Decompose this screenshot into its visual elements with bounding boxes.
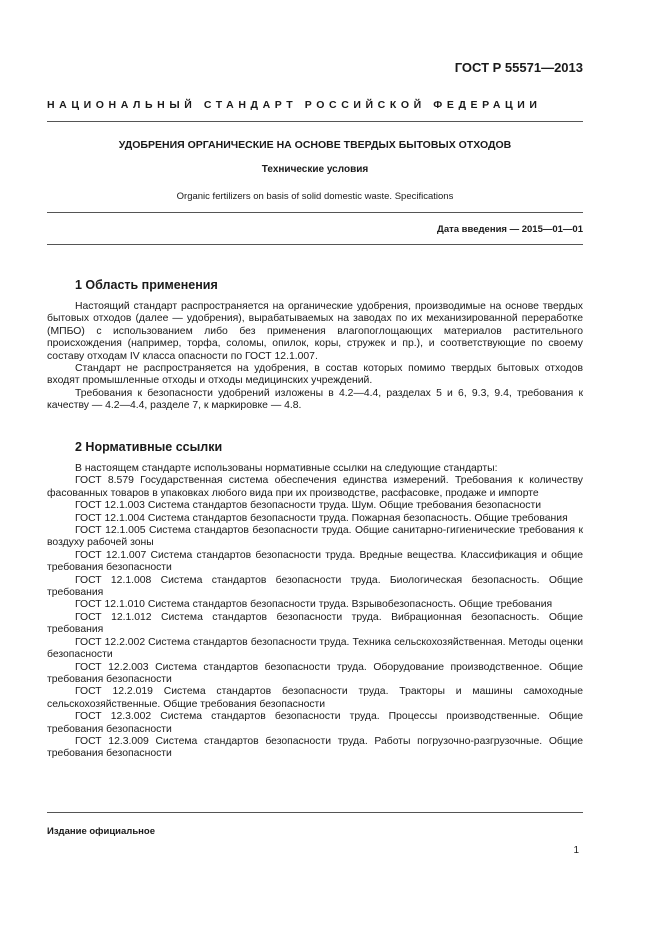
- reference-item: ГОСТ 12.1.005 Система стандартов безопасности труда. Общие санитарно-гигиенические требования к воздуху рабочей зоны: [47, 525, 583, 549]
- paragraph: В настоящем стандарте использованы нормативные ссылки на следующие стандарты:: [75, 463, 498, 474]
- reference-item: ГОСТ 12.3.002 Система стандартов безопасности труда. Процессы производственные. Общие требования безопасности: [47, 711, 583, 735]
- document-title-english: Organic fertilizers on basis of solid domestic waste. Specifications: [176, 191, 454, 202]
- reference-item: ГОСТ 12.1.012 Система стандартов безопасности труда. Вибрационная безопасность. Общие требования: [47, 611, 583, 636]
- reference-item: ГОСТ 12.1.004 Система стандартов безопасности труда. Пожарная безопасность. Общие требования: [75, 512, 568, 524]
- reference-item: ГОСТ 12.2.003 Система стандартов безопасности труда. Оборудование производственное. Общие требования безопасности: [47, 661, 583, 685]
- paragraph: Требования к безопасности удобрений изложены в 4.2—4.4, разделах 5 и 6, 9.3, 9.4, требования к качеству — 4.2—4.4, разделе 7, к маркировке — 4.8.: [47, 387, 583, 412]
- date-rule: [47, 244, 583, 245]
- page-number: 1: [573, 845, 579, 856]
- footer-rule: [47, 812, 583, 813]
- reference-item: ГОСТ 8.579 Государственная система обеспечения единства измерений. Требования к количеству фасованных товаров в упаковках любого вида при их производстве, расфасовке, продаже и импорте: [47, 475, 583, 499]
- reference-item: ГОСТ 12.3.009 Система стандартов безопасности труда. Работы погрузочно-разгрузочные. Общие требования безопасности: [47, 735, 583, 760]
- reference-item: ГОСТ 12.1.010 Система стандартов безопасности труда. Взрывобезопасность. Общие требования: [75, 599, 553, 611]
- section-1-heading: 1 Область применения: [75, 278, 218, 292]
- section-2-heading: 2 Нормативные ссылки: [75, 440, 223, 454]
- reference-item: ГОСТ 12.2.002 Система стандартов безопасности труда. Техника сельскохозяйственная. Методы оценки безопасности: [47, 636, 583, 661]
- document-title: УДОБРЕНИЯ ОРГАНИЧЕСКИЕ НА ОСНОВЕ ТВЕРДЫХ БЫТОВЫХ ОТХОДОВ: [118, 139, 512, 151]
- paragraph: Стандарт не распространяется на удобрения, в состав которых помимо твердых бытовых отходов входят промышленные отходы и отходы медицинских учреждений.: [47, 363, 583, 387]
- section-2-body: [47, 463, 583, 761]
- reference-item: ГОСТ 12.2.019 Система стандартов безопасности труда. Тракторы и машины самоходные сельскохозяйственные. Общие требования безопасности: [47, 686, 583, 710]
- reference-item: ГОСТ 12.1.003 Система стандартов безопасности труда. Шум. Общие требования безопасности: [75, 500, 542, 512]
- reference-item: ГОСТ 12.1.007 Система стандартов безопасности труда. Вредные вещества. Классификация и общие требования безопасности: [47, 549, 583, 574]
- reference-item: ГОСТ 12.1.008 Система стандартов безопасности труда. Биологическая безопасность. Общие требования: [47, 574, 583, 599]
- paragraph: Настоящий стандарт распространяется на органические удобрения, производимые на основе твердых бытовых отходов (далее — удобрения), вырабатываемых на заводах по их механизированной переработке (МПБО) с использованием либо без применения влагопоглощающих материалов растительного происхождения (например, торфа, соломы, опилок, коры, стружек и пр.), и соответствующие по своему составу отходам IV класса опасности по ГОСТ 12.1.007.: [47, 301, 583, 362]
- national-standard-banner: НАЦИОНАЛЬНЫЙ СТАНДАРТ РОССИЙСКОЙ ФЕДЕРАЦИИ: [47, 99, 542, 111]
- title-rule: [47, 212, 583, 213]
- section-1-body: [47, 301, 583, 413]
- date-of-introduction: Дата введения — 2015—01—01: [437, 224, 583, 235]
- document-subtitle: Технические условия: [261, 164, 369, 175]
- standard-number: ГОСТ Р 55571—2013: [454, 60, 583, 75]
- official-edition-label: Издание официальное: [47, 826, 155, 837]
- header-rule: [47, 121, 583, 122]
